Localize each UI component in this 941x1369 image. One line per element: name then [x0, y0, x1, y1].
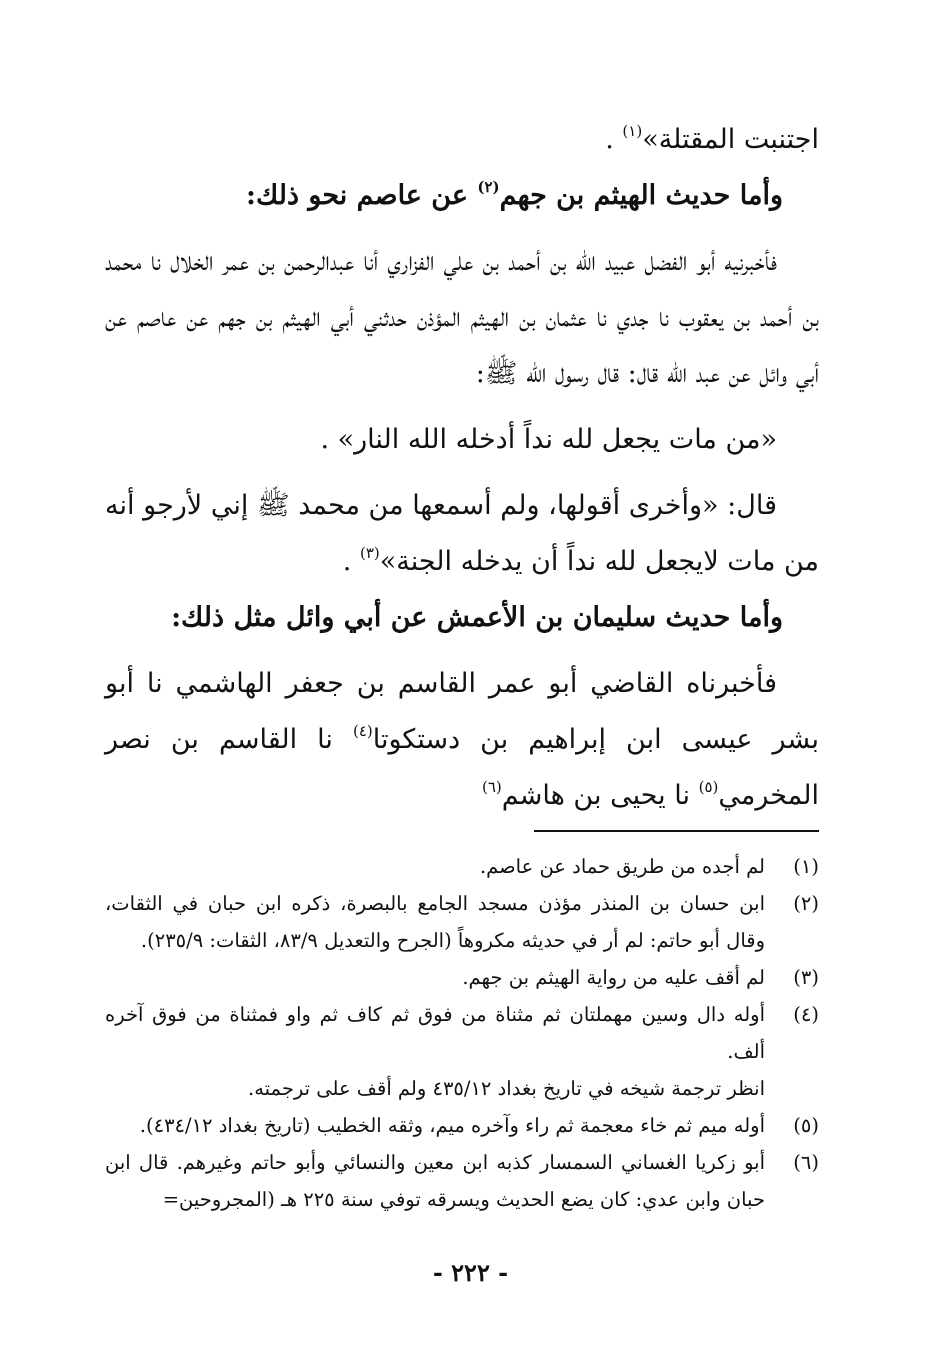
footnote-divider [534, 830, 819, 832]
footnote-number: (١) [793, 855, 819, 878]
paragraph-3: «من مات يجعل لله نداً أدخله الله النار» . [320, 424, 777, 455]
footnote-5 [105, 1107, 819, 1144]
paragraph-5: فأخبرناه القاضي أبو عمر القاسم بن جعفر الهاشمي نا أبو بشر عيسى ابن إبراهيم بن دستكوتا$^{(٤)}$ نا القاسم بن نصر المخرمي$^{(٥)}$ نا يحيى بن هاشم$^{(٦)}$ [105, 668, 820, 811]
footnote-1 [105, 848, 819, 885]
footnote-4 [105, 996, 819, 1070]
footnote-number: (٣) [793, 966, 819, 989]
footnote-3 [105, 959, 819, 996]
footnote-text: لم أقف عليه من رواية الهيثم بن جهم. [462, 966, 765, 989]
page-number: - ٢٢٢ - [432, 1258, 509, 1287]
paragraph-1: اجتنبت المقتلة»$^{(١)}$ . [605, 122, 819, 155]
footnote-ref-1: (١) [622, 122, 643, 140]
footnote-number: (٥) [793, 1114, 819, 1137]
footnote-ref-6: (٦) [482, 778, 502, 796]
footnote-ref-3: (٣) [359, 544, 380, 562]
main-text [105, 112, 819, 824]
paragraph-2: فأخبرنيه أبو الفضل عبيد الله بن أحمد بن علي الفزاري أنا عبدالرحمن بن عمر الخلال نا محمد بن أحمد بن يعقوب نا جدي نا عثمان بن الهيثم المؤذن حدثني أبي الهيثم بن جهم عن عاصم عن أبي وائل عن عبد الله قال: قال رسول الله ﷺ: [105, 246, 819, 389]
paragraph-4: قال: «وأخرى أقولها، ولم أسمعها من محمد ﷺ إني لأرجو أنه من مات لايجعل لله نداً أن يدخله الجنة»$^{(٣)}$ . [105, 490, 819, 577]
footnote-number: (٢) [793, 892, 819, 915]
heading-haytham: وأما حديث الهيثم بن جهم$^{(٢)}$ عن عاصم نحو ذلك: [246, 178, 783, 211]
footnote-text: لم أجده من طريق حماد عن عاصم. [479, 855, 765, 878]
footnotes [105, 848, 819, 1218]
footnote-6 [105, 1144, 819, 1218]
footnote-number: (٦) [793, 1151, 819, 1174]
footnote-text: ابن حسان بن المنذر مؤذن مسجد الجامع بالبصرة، ذكره ابن حبان في الثقات، وقال أبو حاتم: لم أر في حديثه مكروهاً (الجرح والتعديل ٨٣/٩، الثقات: ٢٣٥/٩). [105, 892, 765, 952]
footnote-ref-5: (٥) [698, 778, 719, 796]
footnote-ref-2: (٢) [477, 178, 500, 196]
footnote-2 [105, 885, 819, 959]
footnote-text: أوله ميم ثم خاء معجمة ثم راء وآخره ميم، وثقه الخطيب (تاريخ بغداد ٤٣٤/١٢). [139, 1114, 765, 1137]
footnote-4-continuation: انظر ترجمة شيخه في تاريخ بغداد ٤٣٥/١٢ ولم أقف على ترجمته. [248, 1077, 765, 1100]
footnote-ref-4: (٤) [352, 722, 373, 740]
footnote-text: أبو زكريا الغساني السمسار كذبه ابن معين والنسائي وأبو حاتم وغيرهم. قال ابن حبان وابن عدي: كان يضع الحديث ويسرقه توفي سنة ٢٢٥ هـ (المجروحين= [105, 1151, 765, 1211]
heading-amash: وأما حديث سليمان بن الأعمش عن أبي وائل مثل ذلك: [171, 602, 783, 633]
footnote-text: أوله دال وسين مهملتان ثم مثناة من فوق ثم كاف ثم واو فمثناة من فوق آخره ألف. [105, 1003, 765, 1063]
footnote-number: (٤) [793, 1003, 819, 1026]
